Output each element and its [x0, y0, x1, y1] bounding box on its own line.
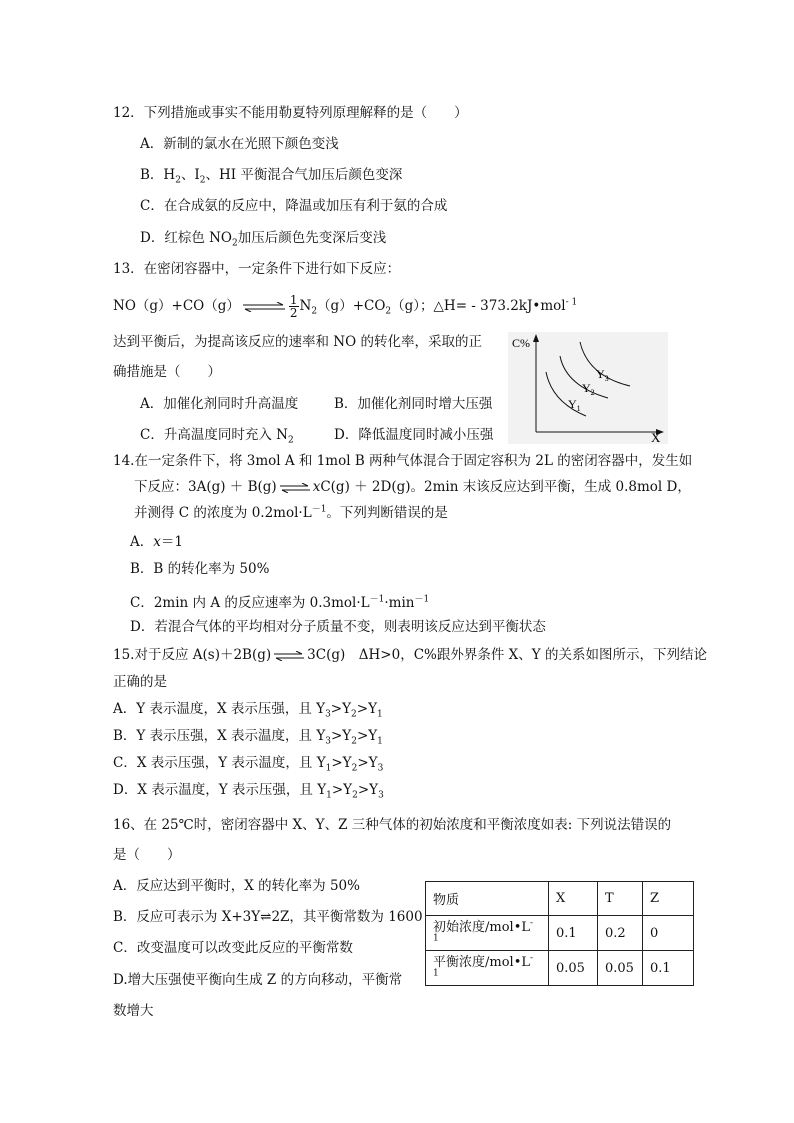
- q12-option-a: A．新制的氯水在光照下颜色变浅: [140, 136, 339, 152]
- table-cell: 0.2: [598, 916, 643, 951]
- table-header-cell: T: [598, 882, 643, 916]
- q13-option-c: C．升高温度同时充入 $N_2$: [140, 427, 294, 446]
- q13-equation: NO（g）+CO（g） $\frac{1}{2}$ $N_2(g)+CO_2(g)$；△H= - 373.2kJ•mol$^{- 1}$: [113, 293, 578, 320]
- table-row: [426, 951, 694, 986]
- cpercent-vs-x-graph: [508, 332, 668, 444]
- q16-option-d-line2: 数增大: [113, 1003, 154, 1019]
- q12-option-b: B．$H_2$、$I_2$、HI 平衡混合气加压后颜色变深: [140, 167, 403, 186]
- table-header-cell: 物质: [426, 882, 549, 916]
- q14-line2: 下反应：3A(g) ＋ B(g) xC(g) ＋ 2D(g)。2min 末该反应达到平衡，生成 0.8mol D，: [134, 479, 691, 495]
- q14-option-b: B．B 的转化率为 50%: [130, 561, 270, 577]
- q15-option-d: D．X 表示温度，Y 表示压强，且 $Y_1>Y_2>Y_3$: [113, 782, 384, 801]
- q14-option-d: D．若混合气体的平均相对分子质量不变，则表明该反应达到平衡状态: [130, 619, 546, 635]
- q16-option-d-line1: D.增大压强使平衡向生成 Z 的方向移动，平衡常: [113, 972, 403, 988]
- label-y1: $Y_1$: [568, 397, 581, 413]
- q15-option-c: C．X 表示压强，Y 表示温度，且 $Y_1>Y_2>Y_3$: [113, 755, 384, 774]
- equilibrium-arrow-icon: [243, 302, 285, 312]
- q13-line1: 达到平衡后，为提高该反应的速率和 NO 的转化率，采取的正: [113, 334, 482, 350]
- table-cell: 0.05: [549, 951, 598, 986]
- q12-stem: 12．下列措施或事实不能用勒夏特列原理解释的是（ ）: [113, 105, 468, 121]
- q13-option-a: A．加催化剂同时升高温度: [140, 396, 299, 412]
- q15-line2: 正确的是: [113, 674, 167, 690]
- q13-option-b: B．加催化剂同时增大压强: [334, 396, 493, 412]
- q15-option-a: A．Y 表示温度，X 表示压强，且 $Y_3>Y_2>Y_1$: [113, 701, 383, 720]
- q13-line2: 确措施是（ ）: [113, 364, 221, 380]
- graph-ylabel: C%: [512, 336, 530, 350]
- q15-option-b: B．Y 表示压强，X 表示温度，且 $Y_3>Y_2>Y_1$: [113, 728, 383, 747]
- equilibrium-arrow-icon: [280, 483, 310, 493]
- q16-option-a: A．反应达到平衡时，X 的转化率为 50%: [113, 878, 360, 894]
- table-header-cell: X: [549, 882, 598, 916]
- table-cell: 0: [643, 916, 694, 951]
- graph-xlabel: X: [651, 430, 661, 444]
- table-row: [426, 916, 694, 951]
- q13-stem: 13．在密闭容器中，一定条件下进行如下反应：: [113, 261, 401, 277]
- table-cell: 初始浓度$/mol•L^{- 1}$: [426, 916, 549, 951]
- q12-option-d: D．红棕色 $NO_2$加压后颜色先变深后变浅: [140, 230, 387, 249]
- q14-option-c: C．2min 内 A 的反应速率为 $0.3mol\cdot L^{-1}\cdot\min^{-1}$: [130, 594, 430, 611]
- q16-line1: 16、在 25℃时，密闭容器中 X、Y、Z 三种气体的初始浓度和平衡浓度如表: 下列说法错误的: [113, 817, 672, 833]
- q14-option-a: A．x＝1: [130, 534, 183, 550]
- table-cell: 0.05: [598, 951, 643, 986]
- equilibrium-arrow-icon: [274, 651, 304, 661]
- table-header-cell: Z: [643, 882, 694, 916]
- q12-option-c: C．在合成氨的反应中，降温或加压有利于氨的合成: [140, 198, 448, 214]
- label-y3: $Y_3$: [596, 367, 609, 383]
- q15-line1: 15.对于反应 A(s)＋2B(g) 3C(g) ΔH>0，C%跟外界条件 X、Y 的关系如图所示，下列结论: [113, 647, 707, 663]
- q16-line2: 是（ ）: [113, 847, 181, 863]
- table-cell: 0.1: [643, 951, 694, 986]
- q13-option-d: D．降低温度同时减小压强: [334, 427, 494, 443]
- q14-line1: 14.在一定条件下，将 3mol A 和 1mol B 两种气体混合于固定容积为 2L 的密闭容器中，发生如: [113, 453, 693, 469]
- concentration-table: [425, 881, 694, 986]
- table-cell: 0.1: [549, 916, 598, 951]
- table-row: [426, 882, 694, 916]
- fraction-one-half: $\frac{1}{2}$: [289, 293, 298, 320]
- table-cell: 平衡浓度$/mol•L^{- 1}$: [426, 951, 549, 986]
- q14-line3: 并测得 C 的浓度为 $0.2mol\cdot L^{-1}$。下列判断错误的是: [134, 504, 448, 521]
- q16-option-b: B．反应可表示为 X+3Y⇌2Z，其平衡常数为 1600: [113, 909, 423, 925]
- q16-option-c: C．改变温度可以改变此反应的平衡常数: [113, 940, 353, 956]
- label-y2: $Y_2$: [582, 381, 595, 397]
